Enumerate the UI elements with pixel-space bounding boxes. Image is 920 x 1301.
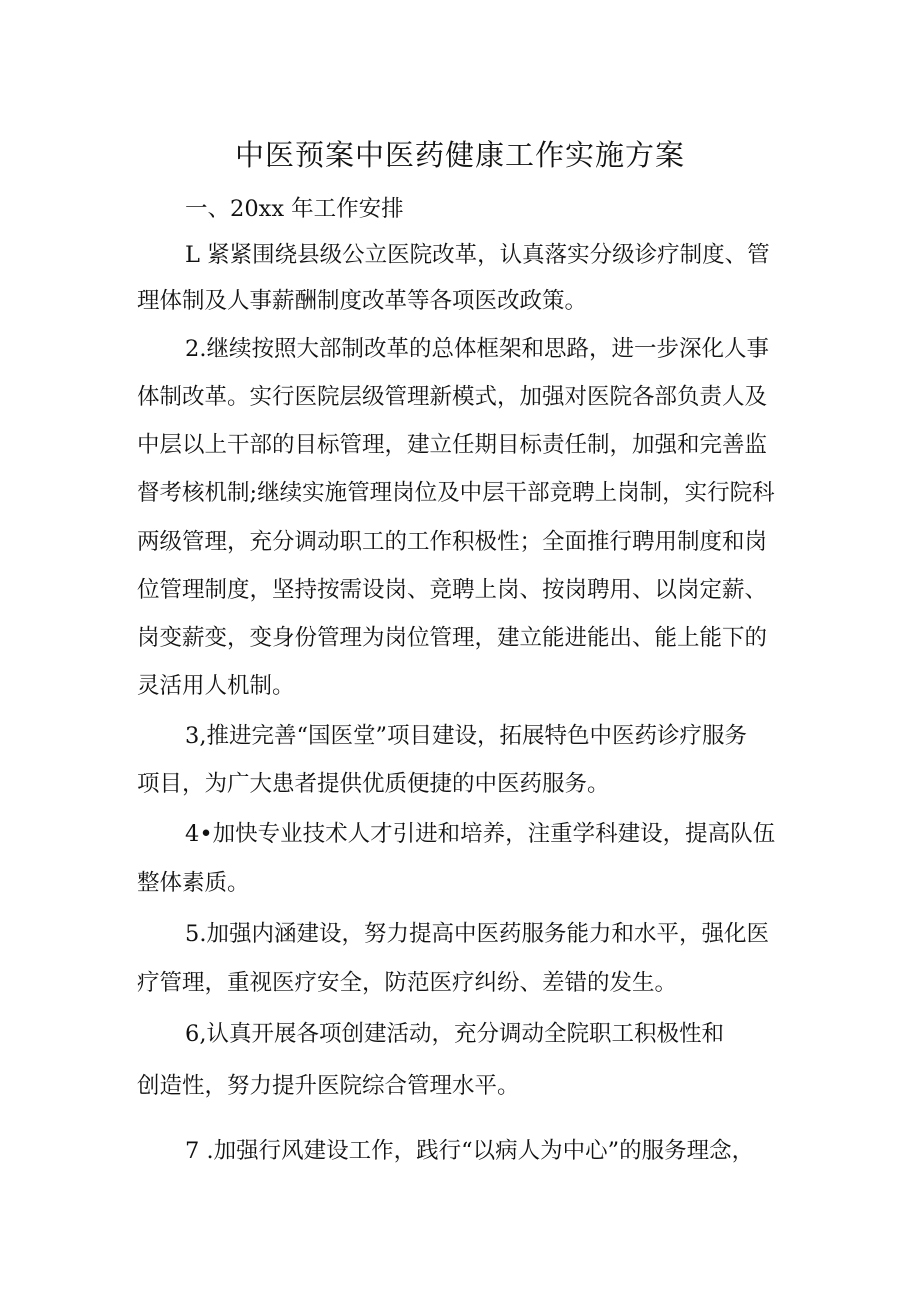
paragraph-line: L 紧紧围绕县级公立医院改革，认真落实分级诊疗制度、管 bbox=[185, 242, 770, 268]
paragraph-line: 6,认真开展各项创建活动，充分调动全院职工积极性和 bbox=[185, 1021, 724, 1047]
paragraph-line: 位管理制度，坚持按需设岗、竞聘上岗、按岗聘用、以岗定薪、 bbox=[137, 577, 768, 603]
paragraph-line: 岗变薪变，变身份管理为岗位管理，建立能进能出、能上能下的 bbox=[137, 625, 768, 651]
paragraph-line: 理体制及人事薪酬制度改革等各项医改政策。 bbox=[137, 288, 588, 314]
paragraph-line: 体制改革。实行医院层级管理新模式，加强对医院各部负责人及 bbox=[137, 384, 768, 410]
paragraph-line: 两级管理，充分调动职工的工作积极性；全面推行聘用制度和岗 bbox=[137, 529, 768, 555]
paragraph-line: 4•加快专业技术人才引进和培养，注重学科建设，提高队伍 bbox=[185, 821, 776, 847]
paragraph-line: 灵活用人机制。 bbox=[137, 673, 295, 699]
document-title: 中医预案中医药健康工作实施方案 bbox=[234, 138, 685, 172]
paragraph-line: 创造性，努力提升医院综合管理水平。 bbox=[137, 1073, 520, 1099]
paragraph-line: 项目，为广大患者提供优质便捷的中医药服务。 bbox=[137, 771, 610, 797]
paragraph-line: 督考核机制;继续实施管理岗位及中层干部竞聘上岗制，实行院科 bbox=[137, 480, 775, 506]
paragraph-line: 整体素质。 bbox=[137, 870, 250, 896]
paragraph-line: 5.加强内涵建设，努力提高中医药服务能力和水平，强化医 bbox=[185, 921, 769, 947]
paragraph-line: 中层以上干部的目标管理，建立任期目标责任制，加强和完善监 bbox=[137, 432, 768, 458]
paragraph-line: 7 .加强行风建设工作，践行“以病人为中心”的服务理念， bbox=[185, 1138, 755, 1164]
paragraph-line: 3,推进完善“国医堂”项目建设，拓展特色中医药诊疗服务 bbox=[185, 723, 747, 749]
paragraph-line: 2.继续按照大部制改革的总体框架和思路，进一步深化人事 bbox=[185, 336, 769, 362]
paragraph-line: 疗管理，重视医疗安全，防范医疗纠纷、差错的发生。 bbox=[137, 970, 678, 996]
section-heading: 一、20xx 年工作安排 bbox=[185, 196, 404, 222]
